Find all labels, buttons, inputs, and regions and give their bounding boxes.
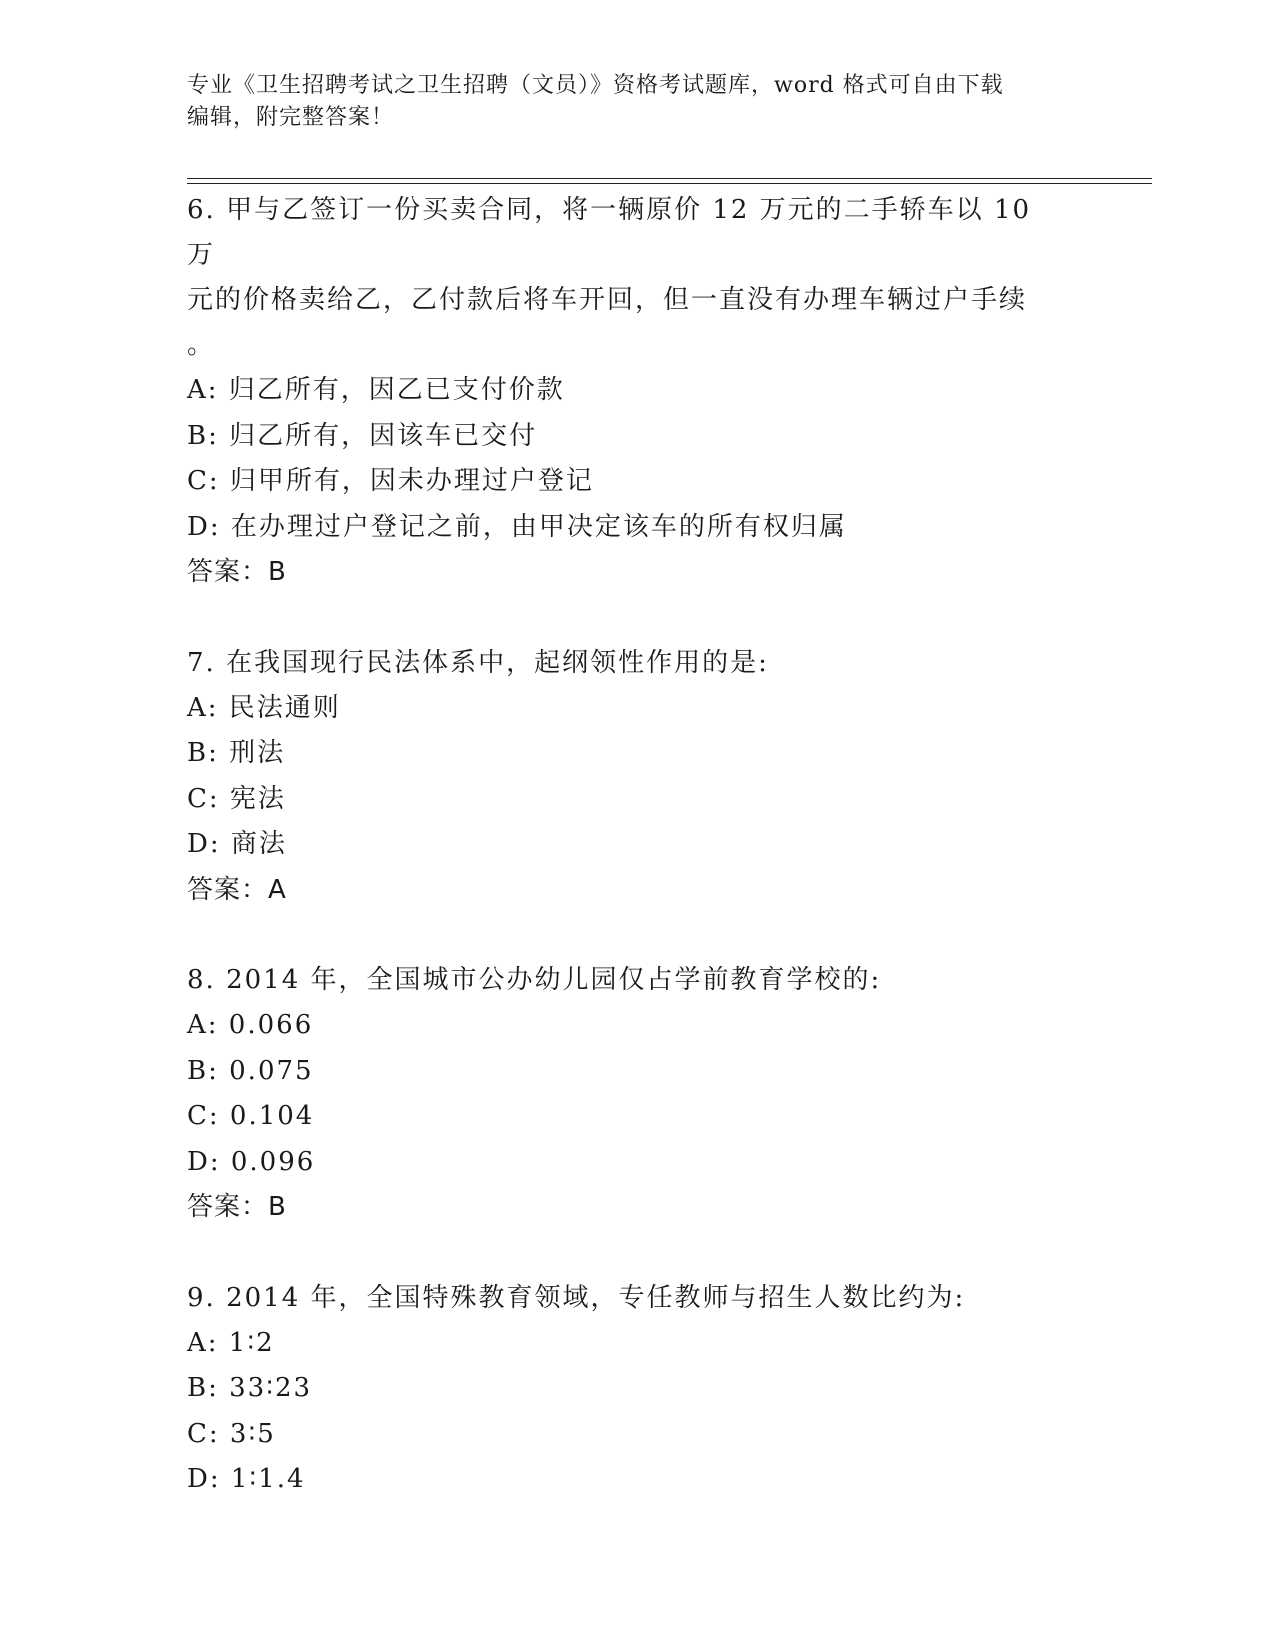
answer: 答案：A: [187, 874, 287, 905]
question-8: [187, 958, 1152, 1231]
option-c: C: 归甲所有，因未办理过户登记: [187, 466, 594, 496]
question-6: [187, 188, 1152, 596]
option-b: B: 0.075: [187, 1055, 314, 1086]
question-stem-line: 。: [187, 330, 216, 360]
option-c: C: 0.104: [187, 1101, 315, 1131]
question-stem-line: 7. 在我国现行民法体系中，起纲领性作用的是:: [187, 647, 769, 678]
question-7: [187, 641, 1152, 914]
option-a: A: 0.066: [187, 1010, 314, 1040]
question-9: [187, 1276, 1152, 1503]
header-divider-top: [187, 178, 1152, 179]
spacer: [187, 913, 1152, 958]
option-d: D: 0.096: [187, 1146, 316, 1177]
option-a: A: 归乙所有，因乙已支付价款: [187, 375, 565, 405]
question-stem-line: 9. 2014 年，全国特殊教育领域，专任教师与招生人数比约为:: [187, 1282, 966, 1313]
option-d: D: 在办理过户登记之前，由甲决定该车的所有权归属: [187, 511, 847, 542]
header-line-2: 编辑，附完整答案！: [187, 105, 395, 130]
answer: 答案：B: [187, 1192, 287, 1222]
question-stem-line: 元的价格卖给乙，乙付款后将车开回，但一直没有办理车辆过户手续: [187, 285, 1028, 315]
question-stem-line: 6. 甲与乙签订一份买卖合同，将一辆原价 12 万元的二手轿车以 10 万: [187, 195, 1032, 270]
option-d: D: 1∶1.4: [187, 1464, 306, 1494]
option-b: B: 刑法: [187, 738, 286, 768]
header-line-1: 专业《卫生招聘考试之卫生招聘（文员）》资格考试题库，word 格式可自由下载: [187, 73, 1004, 98]
spacer: [187, 596, 1152, 641]
header-divider-bottom: [187, 183, 1152, 184]
option-a: A: 1∶2: [187, 1327, 275, 1358]
spacer: [187, 1231, 1152, 1276]
option-a: A: 民法通则: [187, 692, 341, 723]
option-b: B: 33∶23: [187, 1373, 313, 1403]
answer: 答案：B: [187, 557, 287, 587]
option-d: D: 商法: [187, 829, 287, 859]
document-header: [187, 70, 1077, 134]
question-stem-line: 8. 2014 年，全国城市公办幼儿园仅占学前教育学校的:: [187, 965, 882, 995]
question-list: [187, 188, 1152, 1503]
option-b: B: 归乙所有，因该车已交付: [187, 420, 538, 451]
option-c: C: 宪法: [187, 783, 286, 814]
option-c: C: 3∶5: [187, 1418, 276, 1449]
